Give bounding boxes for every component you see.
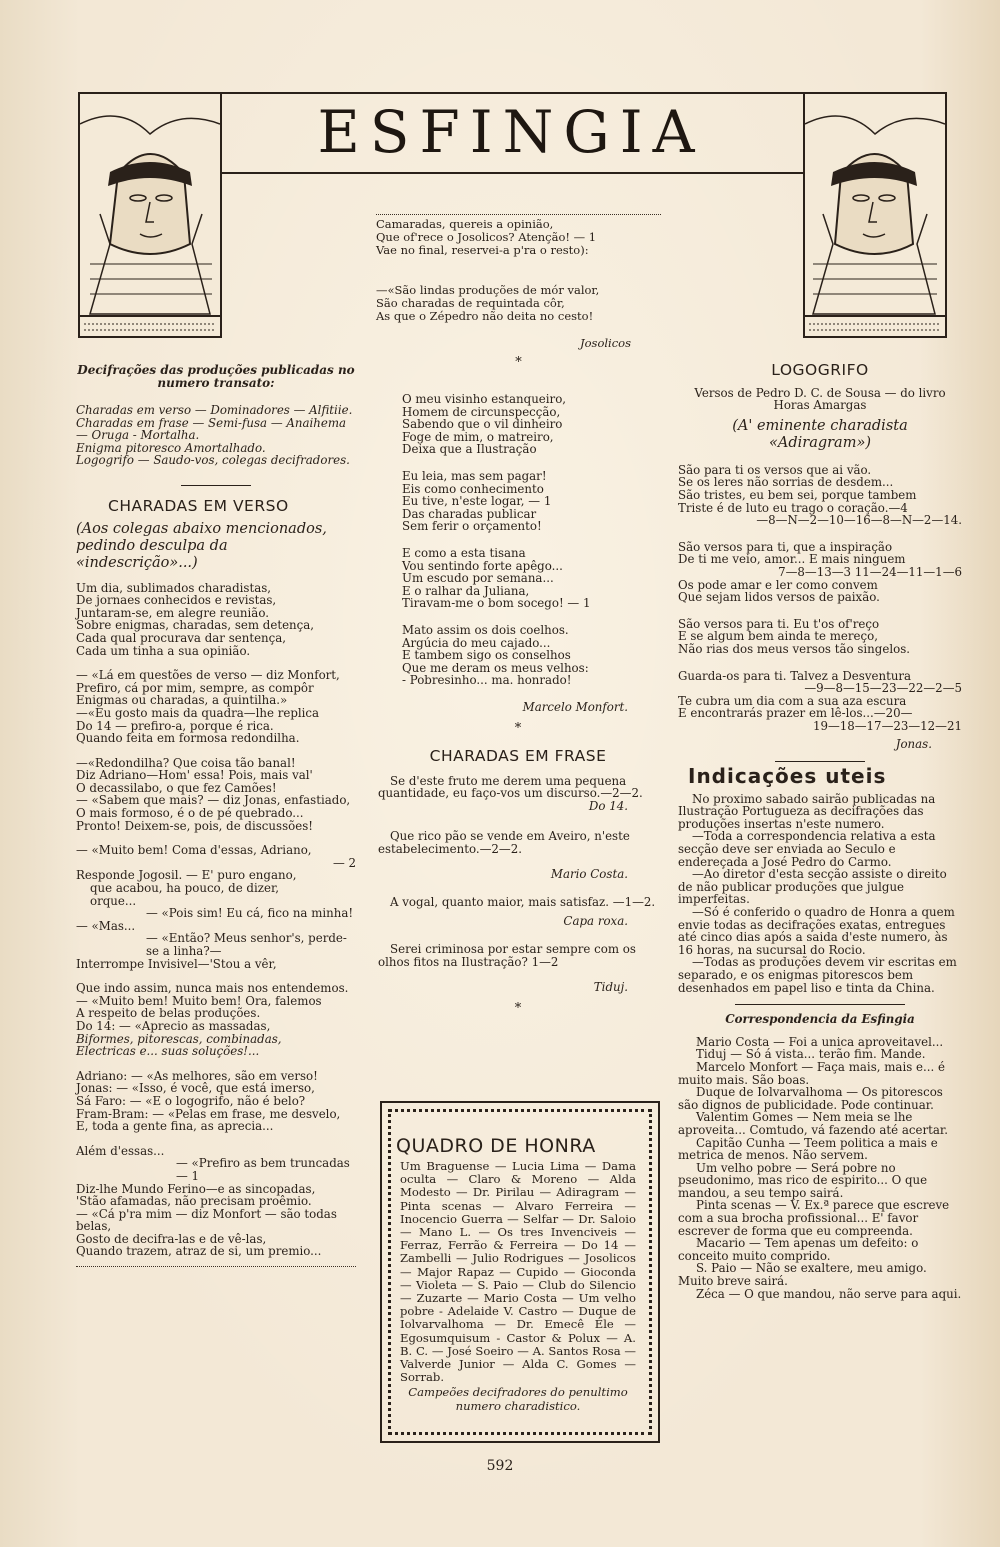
poem-line: E encontrarás prazer em lê-los...—20— <box>678 706 913 721</box>
signature: Capa roxa. <box>563 913 628 928</box>
poem-line: Do 14: — «Aprecio as massadas, <box>76 1018 271 1033</box>
sphinx-illustration-right <box>803 92 947 338</box>
decifracoes-title: Decifrações das produções publicadas no numero transato: <box>77 363 355 390</box>
poem-line: Eis como conhecimento <box>402 481 544 496</box>
asterisk-divider: * <box>515 355 522 370</box>
poem-line: Electricas e... suas soluções!... <box>76 1044 260 1059</box>
honra-names-text: Um Braguense — Lucia Lima — Dama oculta — Claro & Moreno — Alda Modesto — Dr. Pirilau — Adiragram — Pinta scenas — Alvaro Ferreira — Inocencio Guerra — Selfar — Dr. Saloio — Mano L. — Os tres Invenciveis — Ferraz, Ferrão & Ferreira — Do 14 — Zambelli — Julio Rodrigues — Josolicos — Major Rapaz — Cupido — Gioconda — Violeta — S. Paio — Club do Silencio — Zuzarte — Mario Costa — Um velho pobre - Adelaide V. Castro — Duque de Iolvarvalhoma — Dr. Emecê Éle — Egosumquisum - Castor & Polux — A. B. C. — José Soeiro — A. Santos Rosa — Valverde Junior — Alda C. Gomes — Sorrab. <box>400 1159 636 1385</box>
poem-line: Um escudo por semana... <box>402 571 554 586</box>
poem-line: Diz-lhe Mundo Ferino—e as sincopadas, <box>76 1181 316 1196</box>
poem-line: Guarda-os para ti. Talvez a Desventura <box>678 668 912 683</box>
left-bottom-dotted-rule <box>76 1266 356 1267</box>
poem-line: Responde Jogosil. — E' puro engano, <box>76 868 297 883</box>
page-title: ESFINGIA <box>317 98 705 166</box>
poem-line: Diz Adriano—Hom' essa! Pois, mais val' <box>76 768 313 783</box>
dedication: (Aos colegas abaixo mencionados, pedindo desculpa da «indescrição»...) <box>76 520 327 571</box>
intro-dotted-rule <box>376 214 661 215</box>
poem-line: Interrompe Invisivel—'Stou a vêr, <box>76 956 277 971</box>
middle-column <box>378 393 658 1016</box>
header-bottom-rule <box>220 172 804 174</box>
intro-line: Que of'rece o Josolicos? Atenção! — 1 <box>376 230 597 244</box>
poem-line: Não rias dos meus versos tão singelos. <box>678 641 910 656</box>
left-column <box>76 364 356 1267</box>
right-column <box>678 361 962 1301</box>
correspondencia-item: Marcelo Monfort — Faça mais, mais e... é muito mais. São boas. <box>678 1059 946 1087</box>
intro-line: Vae no final, reservei-a p'ra o resto): <box>376 243 589 257</box>
poem-line: — «Muito bem! Muito bem! Ora, falemos <box>76 993 322 1008</box>
poem-line: Foge de mim, o matreiro, <box>402 429 554 444</box>
quadro-de-honra-box <box>380 1101 660 1443</box>
asterisk-divider: * <box>514 721 522 737</box>
intro-line: —«São lindas produções de mór valor, <box>376 283 600 297</box>
poem-line: Cada qual procurava dar sentença, <box>76 630 287 645</box>
poem-line: Os pode amar e ler como convem <box>678 577 878 592</box>
correspondencia-item: Zéca — O que mandou, não serve para aqui. <box>696 1286 962 1301</box>
poem-line: — «Cá p'ra mim — diz Monfort — são todas belas, <box>76 1206 337 1234</box>
poem-line: Adriano: — «As melhores, são em verso! <box>76 1068 318 1083</box>
quadro-de-honra-title: QUADRO DE HONRA <box>396 1135 596 1157</box>
asterisk-divider: * <box>514 1001 522 1017</box>
signature: Mario Costa. <box>550 866 628 881</box>
poem-line: Eu tive, n'este logar, — 1 <box>402 494 552 509</box>
indicacoes-item: —Todas as produções devem vir escritas em separado, e os enigmas pitorescos bem desenhados em papel liso e tinta da China. <box>678 955 957 995</box>
poem-line: Tiravam-me o bom socego! — 1 <box>402 596 591 611</box>
poem-line: 7—8—13—3 11—24—11—1—6 <box>778 564 962 579</box>
poem-line: Que indo assim, nunca mais nos entendemos. <box>76 981 349 996</box>
charadas-verso-title: CHARADAS EM VERSO <box>108 496 289 515</box>
indicacoes-item: —Ao diretor d'esta secção assiste o direito de não publicar produções que julgue imperfeitas. <box>678 867 947 907</box>
section-rule <box>735 1004 905 1005</box>
poem-line: — «Então? Meus senhor's, perde-se a linha?— <box>146 931 347 958</box>
poem-line: Sabendo que o vil dinheiro <box>402 417 563 432</box>
poem-line: Do 14 — prefiro-a, porque é rica. <box>76 718 274 733</box>
poem-line: —«Redondilha? Que coisa tão banal! <box>76 755 296 770</box>
correspondencia-item: Duque de Iolvarvalhoma — Os pitorescos são dignos de publicidade. Pode continuar. <box>678 1085 943 1112</box>
page-number: 592 <box>486 1458 514 1474</box>
section-rule <box>181 485 251 486</box>
poem-line: Deixa que a Ilustração <box>402 442 537 457</box>
correspondencia-item: Tiduj — Só á vista... terão fim. Mande. <box>696 1047 926 1062</box>
decifracoes-item: Enigma pitoresco Amortalhado. <box>76 440 266 455</box>
poem-line: De ti me veio, amor... E mais ninguem <box>678 552 906 567</box>
poem-line: Juntaram-se, em alegre reunião. <box>76 605 269 620</box>
poem-line: A respeito de belas produções. <box>76 1006 261 1021</box>
intro-signature: Josolicos <box>580 336 631 350</box>
decifracoes-item: Charadas em verso — Dominadores — Alfitiie. <box>76 403 353 417</box>
sphinx-right-icon <box>805 94 945 336</box>
correspondencia-item: Valentim Gomes — Nem meia se lhe aproveita... Comtudo, vá fazendo até acertar. <box>678 1110 949 1137</box>
poem-line: Homem de circunspecção, <box>402 404 561 419</box>
poem-line: —8—N—2—10—16—8—N—2—14. <box>756 513 962 528</box>
correspondencia-item: Capitão Cunha — Teem politica a mais e metrica de menos. Não servem. <box>678 1135 938 1163</box>
poem-line: que acabou, ha pouco, de dizer, <box>90 881 280 896</box>
correspondencia-item: S. Paio — Não se exaltere, meu amigo. Muito breve sairá. <box>678 1261 927 1289</box>
decifracoes-item: Charadas em frase — Semi-fusa — Anaihema — Oruga - Mortalha. <box>76 415 347 443</box>
intro-line: Camaradas, quereis a opinião, <box>376 217 554 231</box>
correspondencia-item: Pinta scenas — V. Ex.ª parece que escreve com a sua brocha profissional... E' favor escrever de forma que eu compreenda. <box>678 1198 950 1238</box>
logogrifo-subtitle: Versos de Pedro D. C. de Sousa — do livro Horas Amargas <box>694 385 946 413</box>
indicacoes-item: —Toda a correspondencia relativa a esta secção deve ser enviada ao Seculo e endereçada a José Pedro do Carmo. <box>678 829 936 869</box>
signature: Do 14. <box>588 798 628 813</box>
poem-line: Eu leia, mas sem pagar! <box>402 468 547 483</box>
poem-line: E o ralhar da Juliana, <box>402 583 530 598</box>
poem-line: E se algum bem ainda te mereço, <box>678 629 878 644</box>
poem-line: Argúcia do meu cajado... <box>402 635 551 650</box>
charadas-frase-title: CHARADAS EM FRASE <box>429 747 607 766</box>
poem-line: O decassilabo, o que fez Camões! <box>76 780 277 795</box>
quadro-de-honra-names <box>400 1160 636 1413</box>
intro-line: As que o Zépedro não deita no cesto! <box>376 309 594 323</box>
decifracoes-item: Logogrifo — Saudo-vos, colegas decifradores. <box>76 453 350 468</box>
poem-line: — «Mas... <box>76 918 136 933</box>
indicacoes-item: No proximo sabado sairão publicadas na Ilustração Portugueza as decifrações das produções insertas n'este numero. <box>678 791 936 831</box>
poem-line: Fram-Bram: — «Pelas em frase, me desvelo, <box>76 1106 341 1121</box>
poem-line: Jonas: — «Isso, é você, que está imerso, <box>76 1081 315 1096</box>
section-rule <box>775 761 865 762</box>
poem-line: São tristes, eu bem sei, porque tambem <box>678 487 917 502</box>
poem-line: Gosto de decifra-las e de vê-las, <box>76 1231 267 1246</box>
signature: Marcelo Monfort. <box>522 699 628 714</box>
poem-line: Triste é de luto eu trago o coração.—4 <box>678 500 908 515</box>
poem-line: — 2 <box>332 855 356 870</box>
poem-line: — «Prefiro as bem truncadas — 1 <box>176 1156 350 1183</box>
poem-line: —«Eu gosto mais da quadra—lhe replica <box>76 705 320 720</box>
poem-line: — «Lá em questões de verso — diz Monfort, <box>76 668 340 683</box>
poem-line: Prefiro, cá por mim, sempre, as compôr <box>76 680 314 695</box>
poem-line: São para ti os versos que ai vão. <box>678 462 872 477</box>
poem-line: - Pobresinho... ma. honrado! <box>402 673 572 688</box>
poem-line: 'Stão afamadas, não precisam proêmio. <box>76 1194 312 1209</box>
poem-line: E como a esta tisana <box>402 545 526 560</box>
correspondencia-title: Correspondencia da Esfingia <box>725 1012 915 1027</box>
poem-line: Mato assim os dois coelhos. <box>402 622 569 637</box>
poem-line: Biformes, pitorescas, combinadas, <box>76 1031 282 1046</box>
honra-footer: Campeões decifradores do penultimo numero charadistico. <box>408 1385 628 1413</box>
poem-line: E tambem sigo os conselhos <box>402 648 571 663</box>
poem-line: De jornaes conhecidos e revistas, <box>76 593 277 608</box>
logogrifo-dedication: (A' eminente charadista «Adiragram») <box>732 417 908 451</box>
poem-line: — «Pois sim! Eu cá, fico na minha! <box>146 906 354 921</box>
signature: Tiduj. <box>593 979 628 994</box>
poem-line: Quando trazem, atraz de si, um premio... <box>76 1244 322 1259</box>
indicacoes-item: —Só é conferido o quadro de Honra a quem envie todas as decifrações exatas, entregues até cinco dias após a saida d'este numero, às 16 horas, na sucursal do Rocio. <box>678 905 955 957</box>
poem-line: Enigmas ou charadas, a quintilha.» <box>76 693 288 708</box>
poem-line: Das charadas publicar <box>402 506 537 521</box>
frase-text: Se d'este fruto me derem uma pequena quantidade, eu faço-vos um discurso.—2—2. <box>378 773 643 801</box>
poem-line: Um dia, sublimados charadistas, <box>76 580 272 595</box>
poem-line: Se os leres não sorrias de desdem... <box>678 475 894 490</box>
signature: Jonas. <box>895 737 932 752</box>
poem-line: São versos para ti, que a inspiração <box>678 539 893 554</box>
sphinx-left-icon <box>80 94 220 336</box>
poem-line: E, toda a gente fina, as aprecia... <box>76 1119 274 1134</box>
poem-line: — «Muito bem! Coma d'essas, Adriano, <box>76 843 312 858</box>
poem-line: — «Sabem que mais? — diz Jonas, enfastiado, <box>76 793 351 808</box>
poem-line: Vou sentindo forte apêgo... <box>402 558 563 573</box>
poem-line: 19—18—17—23—12—21 <box>812 718 962 733</box>
poem-line: Cada um tinha a sua opinião. <box>76 643 251 658</box>
correspondencia-item: Mario Costa — Foi a unica aproveitavel... <box>696 1034 944 1049</box>
poem-line: Além d'essas... <box>76 1143 165 1158</box>
logogrifo-title: LOGOGRIFO <box>771 361 869 379</box>
poem-line: Sá Faro: — «E o logogrifo, não é belo? <box>76 1093 306 1108</box>
poem-line: orque... <box>90 893 137 908</box>
poem-line: Sem ferir o orçamento! <box>402 519 542 534</box>
poem-line: São versos para ti. Eu t'os of'reço <box>678 616 880 631</box>
poem-line: Que sejam lidos versos de paixão. <box>678 590 880 605</box>
poem-line: Te cubra um dia com a sua aza escura <box>678 693 907 708</box>
poem-line: O meu visinho estanqueiro, <box>402 392 567 406</box>
intro-line: São charadas de requintada côr, <box>376 296 565 310</box>
frase-text: Serei criminosa por estar sempre com os olhos fitos na Ilustração? 1—2 <box>378 942 636 969</box>
correspondencia-item: Macario — Tem apenas um defeito: o conceito muito comprido. <box>678 1236 919 1263</box>
frase-text: Que rico pão se vende em Aveiro, n'este estabelecimento.—2—2. <box>378 829 630 857</box>
poem-line: —9—8—15—23—22—2—5 <box>804 681 962 696</box>
poem-line: Sobre enigmas, charadas, sem detença, <box>76 618 315 633</box>
poem-line: Quando feita em formosa redondilha. <box>76 731 300 746</box>
poem-line: Que me deram os meus velhos: <box>402 660 589 675</box>
poem-line: Pronto! Deixem-se, pois, de discussões! <box>76 818 313 833</box>
correspondencia-item: Um velho pobre — Será pobre no pseudonimo, mas rico de espirito... O que mandou, a seu tempo sairá. <box>678 1160 928 1200</box>
indicacoes-title: Indicações uteis <box>688 764 887 789</box>
intro-verse <box>376 214 661 369</box>
frase-text: A vogal, quanto maior, mais satisfaz. —1—2. <box>390 895 656 910</box>
sphinx-illustration-left <box>78 92 222 338</box>
poem-line: O mais formoso, é o de pé quebrado... <box>76 806 304 821</box>
